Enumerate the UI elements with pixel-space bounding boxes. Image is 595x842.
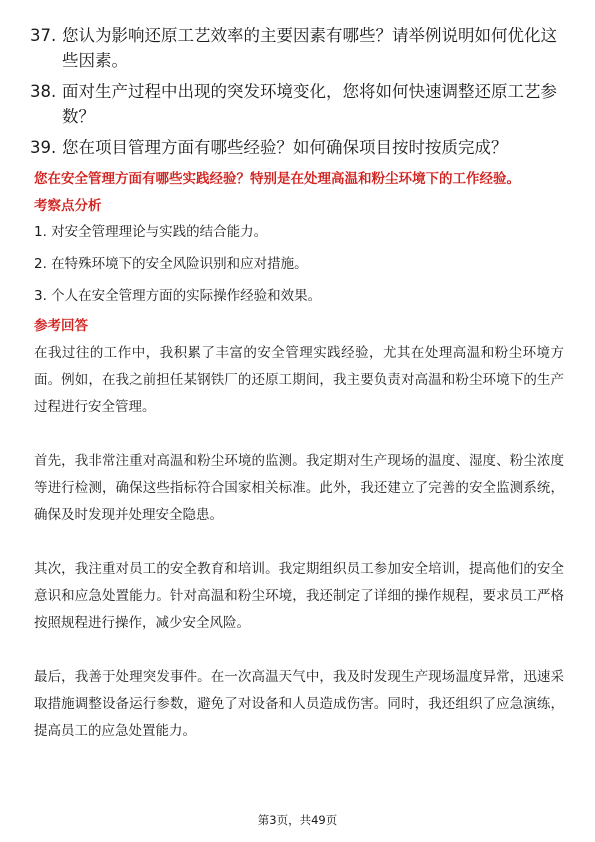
question-list <box>30 23 570 166</box>
answer-body <box>34 340 564 772</box>
question-number: 37. <box>30 26 57 45</box>
question-number: 39. <box>30 138 57 157</box>
answer-paragraph: 最后，我善于处理突发事件。在一次高温天气中，我及时发现生产现场温度异常，迅速采取措施调整设备运行参数，避免了对设备和人员造成伤害。同时，我还组织了应急演练，提高员工的应急处置能力。 <box>34 669 564 739</box>
question-text: 面对生产过程中出现的突发环境变化，您将如何快速调整还原工艺参数？ <box>62 82 557 126</box>
question-text: 您在项目管理方面有哪些经验？如何确保项目按时按质完成？ <box>62 138 508 157</box>
analysis-item: 1. 对安全管理理论与实践的结合能力。 <box>34 224 268 240</box>
question-number: 38. <box>30 82 57 101</box>
highlighted-question: 您在安全管理方面有哪些实践经验？特别是在处理高温和粉尘环境下的工作经验。 <box>34 171 520 187</box>
answer-title: 参考回答 <box>34 318 88 334</box>
question-text: 您认为影响还原工艺效率的主要因素有哪些？请举例说明如何优化这些因素。 <box>62 26 557 70</box>
answer-paragraph: 首先，我非常注重对高温和粉尘环境的监测。我定期对生产现场的温度、湿度、粉尘浓度等进行检测，确保这些指标符合国家相关标准。此外，我还建立了完善的安全监测系统，确保及时发现并处理安全隐患。 <box>34 453 564 523</box>
analysis-title: 考察点分析 <box>34 198 102 214</box>
analysis-item: 2. 在特殊环境下的安全风险识别和应对措施。 <box>34 256 308 272</box>
answer-paragraph: 在我过往的工作中，我积累了丰富的安全管理实践经验，尤其在处理高温和粉尘环境方面。例如，在我之前担任某钢铁厂的还原工期间，我主要负责对高温和粉尘环境下的生产过程进行安全管理。 <box>34 345 564 415</box>
analysis-item: 3. 个人在安全管理方面的实际操作经验和效果。 <box>34 288 322 304</box>
question-item <box>30 23 570 73</box>
question-item <box>30 135 570 160</box>
answer-paragraph: 其次，我注重对员工的安全教育和培训。我定期组织员工参加安全培训，提高他们的安全意识和应急处置能力。针对高温和粉尘环境，我还制定了详细的操作规程，要求员工严格按照规程进行操作，减少安全风险。 <box>34 561 564 631</box>
analysis-list <box>34 222 564 318</box>
page-number: 第3页，共49页 <box>257 813 338 827</box>
question-item <box>30 79 570 129</box>
